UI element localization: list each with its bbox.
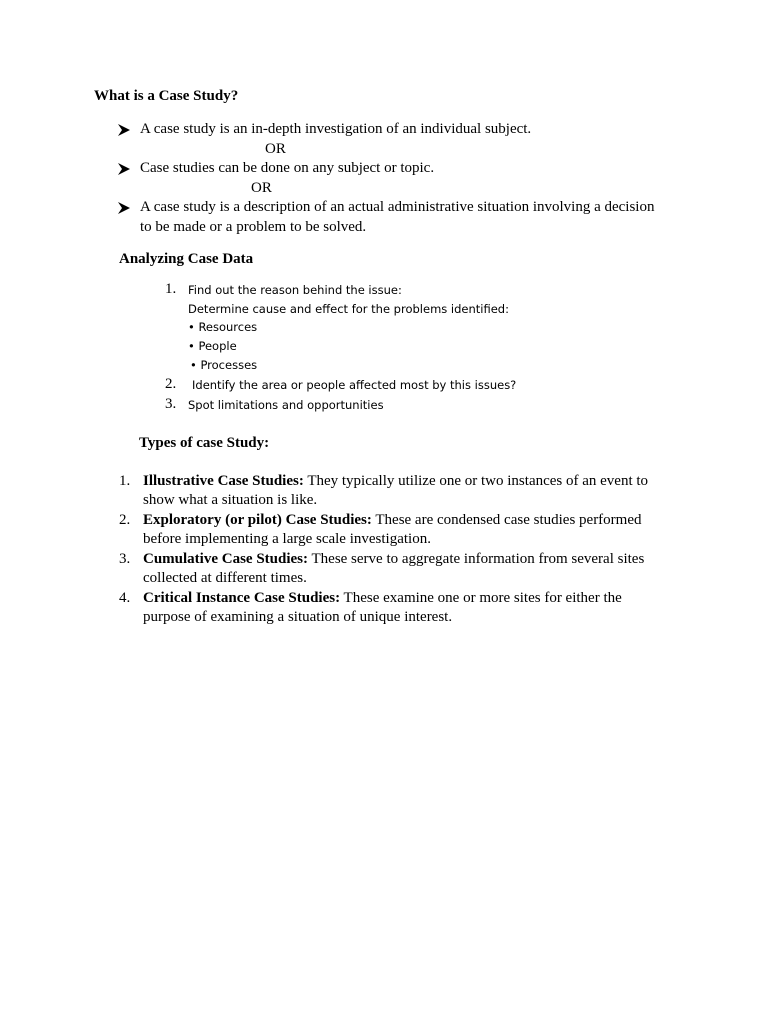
or-separator: OR bbox=[251, 180, 272, 196]
definition-1: A case study is an in-depth investigation of an individual subject. bbox=[140, 121, 532, 137]
types-item-description: These examine one or more sites for either the bbox=[340, 590, 622, 606]
types-item-3-line-2: collected at different times. bbox=[143, 570, 307, 586]
types-item-description: These serve to aggregate information from several sites bbox=[308, 551, 645, 567]
or-separator: OR bbox=[265, 141, 286, 157]
definition-3-line-1: A case study is a description of an actual administrative situation involving a decision bbox=[140, 199, 655, 215]
types-item-term: Illustrative Case Studies: bbox=[143, 473, 304, 489]
analyzing-item-1: Find out the reason behind the issue: bbox=[188, 283, 402, 297]
types-item-number: 3. bbox=[119, 551, 131, 567]
analyzing-sub-item: • Resources bbox=[188, 320, 258, 334]
analyzing-heading: Analyzing Case Data bbox=[119, 251, 254, 267]
arrow-bullet-icon bbox=[117, 162, 131, 176]
types-item-4-line-1 bbox=[143, 589, 622, 608]
types-item-number: 1. bbox=[119, 473, 131, 489]
types-item-term: Exploratory (or pilot) Case Studies: bbox=[143, 512, 372, 528]
types-item-description: These are condensed case studies performed bbox=[371, 512, 642, 528]
types-item-term: Critical Instance Case Studies: bbox=[143, 590, 341, 606]
types-item-1-line-2: show what a situation is like. bbox=[143, 492, 318, 508]
types-item-3-line-1 bbox=[143, 550, 644, 569]
types-item-2-line-1 bbox=[143, 511, 642, 530]
types-item-4-line-2: purpose of examining a situation of unique interest. bbox=[143, 609, 453, 625]
types-item-number: 4. bbox=[119, 590, 131, 606]
types-heading: Types of case Study: bbox=[139, 435, 270, 451]
analyzing-item-2: Identify the area or people affected most by this issues? bbox=[192, 378, 517, 392]
types-item-term: Cumulative Case Studies: bbox=[143, 551, 309, 567]
analyzing-item-number: 2. bbox=[165, 376, 177, 392]
analyzing-sub-item: • Processes bbox=[190, 358, 258, 372]
types-item-description: They typically utilize one or two instances of an event to bbox=[303, 473, 649, 489]
definition-2: Case studies can be done on any subject or topic. bbox=[140, 160, 435, 176]
types-item-2-line-2: before implementing a large scale investigation. bbox=[143, 531, 431, 547]
types-item-number: 2. bbox=[119, 512, 131, 528]
analyzing-sub-heading: Determine cause and effect for the problems identified: bbox=[188, 302, 509, 316]
analyzing-item-number: 1. bbox=[165, 281, 177, 297]
arrow-bullet-icon bbox=[117, 123, 131, 137]
page-title: What is a Case Study? bbox=[94, 88, 239, 104]
definition-3-line-2: to be made or a problem to be solved. bbox=[140, 219, 367, 235]
analyzing-item-3: Spot limitations and opportunities bbox=[188, 398, 384, 412]
arrow-bullet-icon bbox=[117, 201, 131, 215]
analyzing-sub-item: • People bbox=[188, 339, 237, 353]
types-item-1-line-1 bbox=[143, 472, 648, 491]
analyzing-item-number: 3. bbox=[165, 396, 177, 412]
